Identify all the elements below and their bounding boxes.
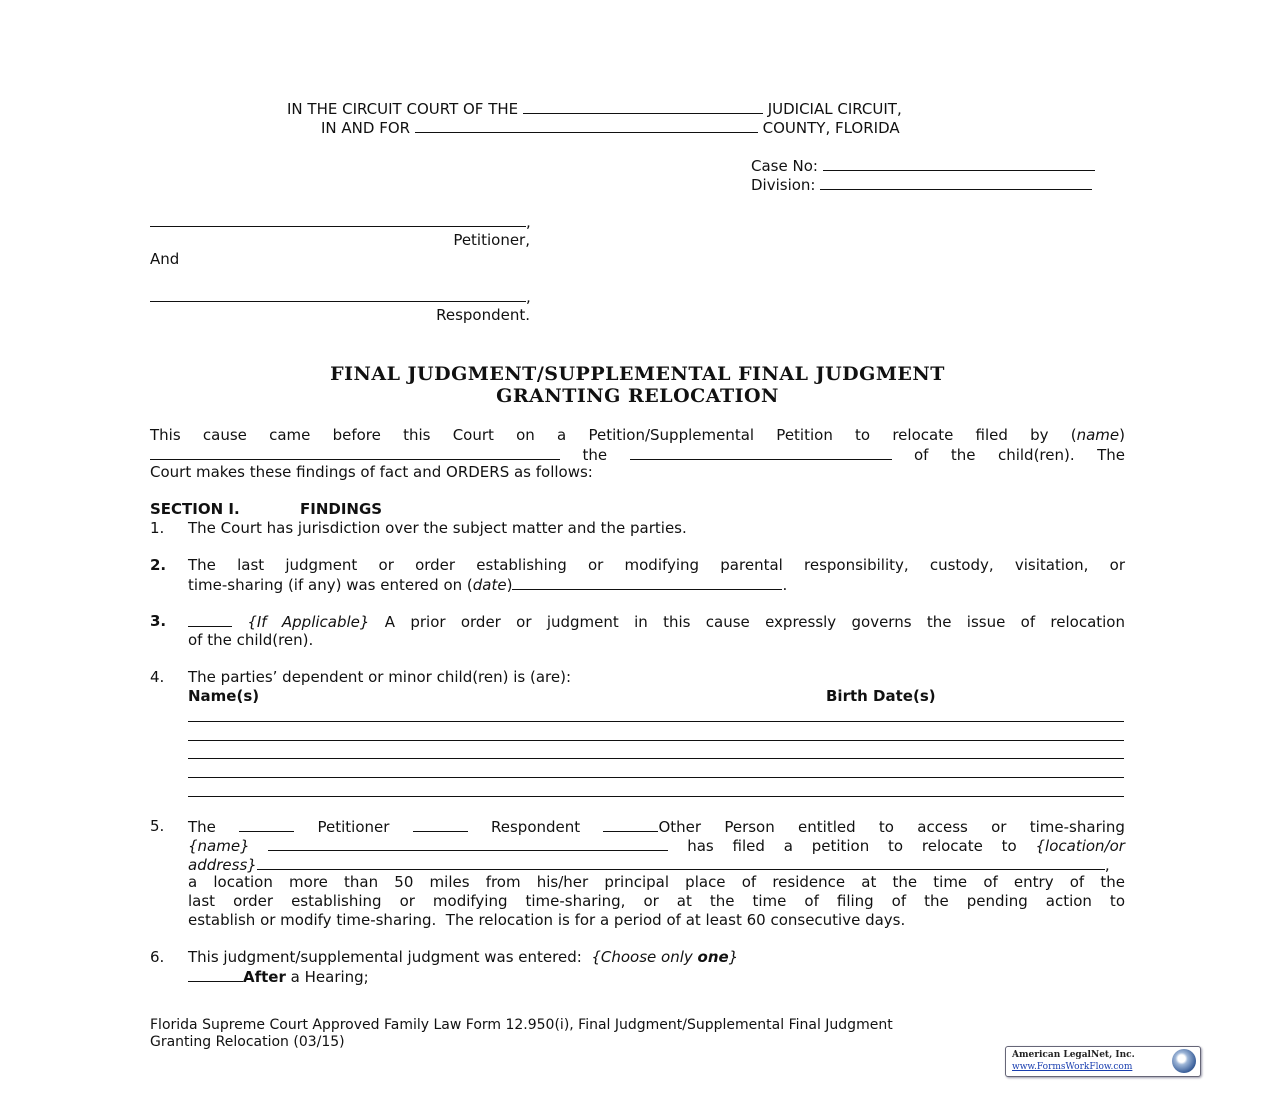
globe-icon [1172,1049,1196,1073]
item-number: 3. [150,612,167,630]
section-label: SECTION I. [150,500,240,518]
child-row-blank[interactable] [188,740,1124,741]
item-3-line-2: of the child(ren). [188,631,314,649]
birth-dates-header: Birth Date(s) [826,687,936,705]
division-row: Division: [751,175,1092,195]
logo-company-name: American LegalNet, Inc. [1012,1050,1135,1060]
item-2-line-1: The last judgment or order establishing or modifying parental responsibility, custody, visitation, or [188,556,1125,574]
relocation-address-blank[interactable] [257,855,1105,870]
other-check-blank[interactable] [603,817,658,832]
intro-line-3: Court makes these findings of fact and ORDERS as follows: [150,463,593,481]
american-legalnet-logo[interactable] [1005,1046,1201,1077]
item-number: 2. [150,556,167,574]
circuit-blank[interactable] [523,99,763,114]
respondent-check-blank[interactable] [413,817,468,832]
applicable-checkbox-blank[interactable] [188,612,232,627]
respondent-label: Respondent. [436,306,530,324]
item-5-line-2: {name} has filed a petition to relocate to {location/or [188,837,1125,855]
comma: , [526,213,531,231]
section-title: FINDINGS [300,500,383,518]
court-line-1: IN THE CIRCUIT COURT OF THE JUDICIAL CIRCUIT, [287,100,902,118]
other-person-name-blank[interactable] [268,836,668,851]
item-4-line-1: The parties’ dependent or minor child(ren) is (are): [188,668,572,686]
item-5-line-6: establish or modify time-sharing. The relocation is for a period of at least 60 consecutive days. [188,911,906,929]
petitioner-name-blank[interactable] [150,226,526,227]
item-number: 1. [150,519,165,537]
names-header: Name(s) [188,687,260,705]
logo-url-link[interactable]: www.FormsWorkFlow.com [1012,1062,1133,1072]
child-row-blank[interactable] [188,777,1124,778]
division-blank[interactable] [820,175,1092,190]
intro-line-1: This cause came before this Court on a Petition/Supplemental Petition to relocate filed by (name) [150,426,1125,444]
judgment-date-blank[interactable] [512,575,782,590]
filed-by-blank[interactable] [150,445,560,460]
case-no-blank[interactable] [823,156,1095,171]
document-title-line-2: GRANTING RELOCATION [496,385,779,407]
document-title-line-1: FINAL JUDGMENT/SUPPLEMENTAL FINAL JUDGMENT [330,363,945,385]
item-5-line-4: a location more than 50 miles from his/her principal place of residence at the time of entry of the [188,873,1125,891]
item-6-line-1: This judgment/supplemental judgment was entered: {Choose only one} [188,948,739,966]
footer-line-1: Florida Supreme Court Approved Family Law Form 12.950(i), Final Judgment/Supplemental Final Judgment [150,1017,893,1033]
after-hearing-check-blank[interactable] [188,967,243,982]
item-1-text: The Court has jurisdiction over the subject matter and the parties. [188,519,687,537]
item-5-line-1: The Petitioner Respondent Other Person entitled to access or time-sharing [188,818,1125,836]
respondent-name-blank[interactable] [150,301,526,302]
petitioner-label: Petitioner, [453,231,530,249]
case-no-row: Case No: [751,156,1095,176]
item-number: 6. [150,948,165,966]
and-label: And [150,250,180,268]
footer-line-2: Granting Relocation (03/15) [150,1034,345,1050]
child-row-blank[interactable] [188,721,1124,722]
item-number: 4. [150,668,165,686]
item-6-line-2: After a Hearing; [188,967,369,987]
item-3-line-1: {If Applicable} A prior order or judgment in this cause expressly governs the issue of relocation [188,612,1125,632]
intro-line-2: the of the child(ren). The [150,445,1125,465]
petitioner-check-blank[interactable] [239,817,294,832]
child-row-blank[interactable] [188,796,1124,797]
comma: , [526,288,531,306]
item-2-line-2: time-sharing (if any) was entered on (date) . [188,576,788,594]
relation-blank[interactable] [630,445,892,460]
item-5-line-5: last order establishing or modifying time-sharing, or at the time of filing of the pending action to [188,892,1125,910]
item-number: 5. [150,817,165,835]
court-line-2: IN AND FOR COUNTY, FLORIDA [321,119,900,137]
item-5-line-3: address} , [188,856,1110,874]
child-row-blank[interactable] [188,758,1124,759]
county-blank[interactable] [415,118,758,133]
